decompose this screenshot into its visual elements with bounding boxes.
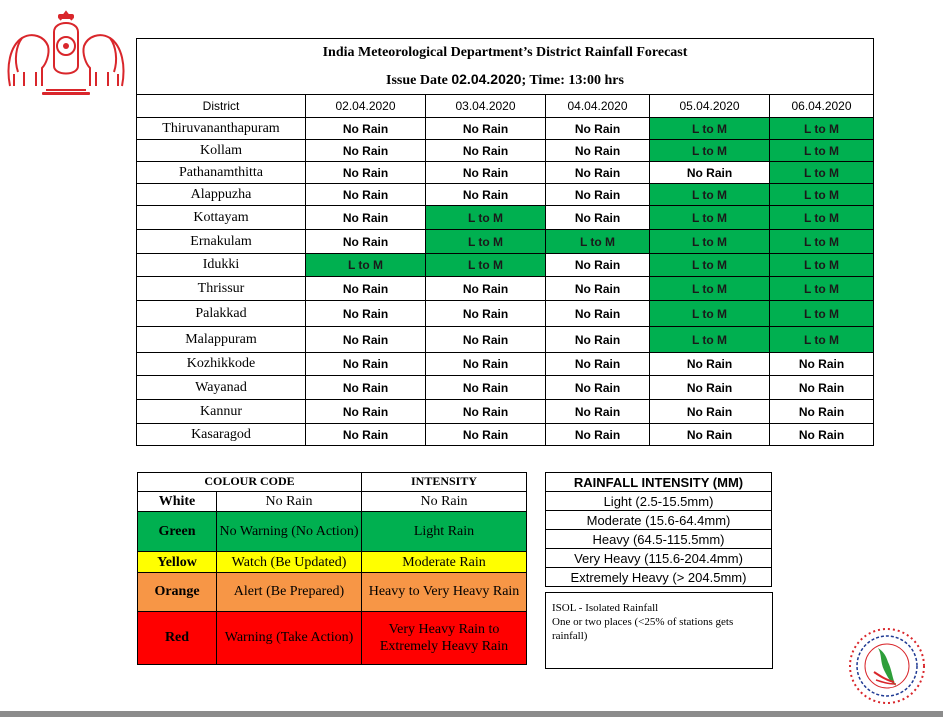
forecast-row	[137, 376, 874, 400]
forecast-cell: L to M	[306, 254, 426, 277]
forecast-cell: No Rain	[306, 301, 426, 327]
colour-meaning: Alert (Be Prepared)	[217, 573, 362, 612]
forecast-cell: No Rain	[426, 301, 546, 327]
forecast-cell: No Rain	[650, 376, 770, 400]
forecast-cell: No Rain	[650, 400, 770, 424]
forecast-cell: No Rain	[546, 353, 650, 376]
forecast-cell: No Rain	[650, 424, 770, 446]
issue-label: Issue Date	[386, 72, 448, 88]
forecast-cell: L to M	[650, 277, 770, 301]
forecast-row	[137, 424, 874, 446]
forecast-cell: L to M	[426, 254, 546, 277]
district-column-header: District	[137, 95, 306, 118]
date-column-header: 02.04.2020	[306, 95, 426, 118]
intensity-item: Very Heavy (115.6-204.4mm)	[546, 549, 772, 568]
colour-level: Green	[138, 511, 217, 552]
forecast-cell: No Rain	[426, 118, 546, 140]
forecast-title-block	[137, 39, 874, 95]
forecast-cell: No Rain	[546, 327, 650, 353]
forecast-cell: No Rain	[426, 184, 546, 206]
colour-row-red	[138, 611, 527, 664]
colour-meaning: Watch (Be Updated)	[217, 552, 362, 573]
district-name: Thiruvananthapuram	[137, 118, 306, 140]
forecast-cell: No Rain	[546, 424, 650, 446]
isol-note-line: ISOL - Isolated Rainfall	[552, 602, 659, 614]
date-column-header: 03.04.2020	[426, 95, 546, 118]
forecast-cell: No Rain	[546, 254, 650, 277]
colour-intensity: Heavy to Very Heavy Rain	[362, 573, 527, 612]
forecast-cell: L to M	[770, 230, 874, 254]
forecast-row	[137, 118, 874, 140]
forecast-cell: L to M	[650, 254, 770, 277]
forecast-cell: L to M	[770, 184, 874, 206]
forecast-cell: No Rain	[306, 424, 426, 446]
forecast-cell: No Rain	[426, 424, 546, 446]
forecast-cell: No Rain	[426, 327, 546, 353]
date-column-header: 06.04.2020	[770, 95, 874, 118]
forecast-cell: No Rain	[306, 277, 426, 301]
rainfall-intensity-title: RAINFALL INTENSITY (MM)	[546, 473, 772, 492]
isol-note-line: One or two places (<25% of stations gets rainfall)	[552, 616, 734, 642]
colour-intensity: Moderate Rain	[362, 552, 527, 573]
colour-intensity: Light Rain	[362, 511, 527, 552]
forecast-row	[137, 162, 874, 184]
district-name: Kasaragod	[137, 424, 306, 446]
colour-code-header: COLOUR CODE	[138, 473, 362, 492]
forecast-cell: No Rain	[770, 400, 874, 424]
date-column-header: 04.04.2020	[546, 95, 650, 118]
forecast-cell: L to M	[650, 118, 770, 140]
forecast-cell: No Rain	[546, 118, 650, 140]
district-name: Thrissur	[137, 277, 306, 301]
colour-meaning: No Warning (No Action)	[217, 511, 362, 552]
forecast-cell: L to M	[650, 327, 770, 353]
colour-meaning: No Rain	[217, 491, 362, 511]
forecast-row	[137, 206, 874, 230]
colour-intensity: Very Heavy Rain to Extremely Heavy Rain	[362, 611, 527, 664]
forecast-cell: No Rain	[306, 230, 426, 254]
district-name: Palakkad	[137, 301, 306, 327]
forecast-cell: No Rain	[770, 376, 874, 400]
forecast-cell: No Rain	[770, 353, 874, 376]
page-title: India Meteorological Department’s District Rainfall Forecast	[322, 44, 688, 60]
district-name: Alappuzha	[137, 184, 306, 206]
colour-code-table	[137, 472, 527, 665]
forecast-cell: L to M	[650, 140, 770, 162]
forecast-cell: No Rain	[306, 118, 426, 140]
issue-line	[137, 66, 873, 94]
district-name: Kozhikkode	[137, 353, 306, 376]
forecast-row	[137, 184, 874, 206]
forecast-table	[136, 38, 874, 446]
forecast-cell: L to M	[770, 254, 874, 277]
issue-date: 02.04.2020	[451, 70, 522, 87]
colour-row-yellow	[138, 552, 527, 573]
forecast-cell: L to M	[770, 162, 874, 184]
district-name: Pathanamthitta	[137, 162, 306, 184]
forecast-cell: No Rain	[650, 162, 770, 184]
rainfall-intensity-table	[545, 472, 772, 587]
forecast-row	[137, 140, 874, 162]
forecast-cell: L to M	[770, 140, 874, 162]
colour-level: Red	[138, 611, 217, 664]
forecast-row	[137, 301, 874, 327]
forecast-cell: L to M	[770, 301, 874, 327]
forecast-cell: No Rain	[546, 206, 650, 230]
issue-time: ; Time: 13:00 hrs	[521, 72, 624, 88]
intensity-item: Moderate (15.6-64.4mm)	[546, 511, 772, 530]
forecast-cell: L to M	[650, 184, 770, 206]
district-name: Ernakulam	[137, 230, 306, 254]
forecast-cell: No Rain	[426, 400, 546, 424]
forecast-cell: No Rain	[306, 353, 426, 376]
forecast-cell: No Rain	[650, 353, 770, 376]
forecast-cell: No Rain	[306, 206, 426, 230]
forecast-cell: No Rain	[306, 376, 426, 400]
forecast-cell: L to M	[426, 206, 546, 230]
forecast-cell: No Rain	[306, 140, 426, 162]
forecast-cell: L to M	[770, 206, 874, 230]
district-name: Malappuram	[137, 327, 306, 353]
bottom-bar	[0, 711, 943, 717]
district-name: Idukki	[137, 254, 306, 277]
forecast-cell: L to M	[770, 118, 874, 140]
forecast-row	[137, 353, 874, 376]
forecast-cell: No Rain	[426, 376, 546, 400]
forecast-cell: No Rain	[306, 327, 426, 353]
district-name: Kottayam	[137, 206, 306, 230]
colour-row-green	[138, 511, 527, 552]
forecast-cell: No Rain	[546, 162, 650, 184]
forecast-cell: L to M	[426, 230, 546, 254]
forecast-row	[137, 254, 874, 277]
colour-intensity: No Rain	[362, 491, 527, 511]
forecast-cell: L to M	[770, 327, 874, 353]
forecast-row	[137, 400, 874, 424]
forecast-cell: No Rain	[426, 277, 546, 301]
intensity-item: Extremely Heavy (> 204.5mm)	[546, 568, 772, 587]
intensity-header: INTENSITY	[362, 473, 527, 492]
forecast-cell: No Rain	[306, 400, 426, 424]
colour-row-orange	[138, 573, 527, 612]
colour-meaning: Warning (Take Action)	[217, 611, 362, 664]
colour-level: Yellow	[138, 552, 217, 573]
forecast-cell: No Rain	[426, 162, 546, 184]
colour-level: White	[138, 491, 217, 511]
district-name: Kannur	[137, 400, 306, 424]
forecast-cell: No Rain	[546, 277, 650, 301]
forecast-cell: No Rain	[306, 184, 426, 206]
date-column-header: 05.04.2020	[650, 95, 770, 118]
forecast-cell: No Rain	[546, 184, 650, 206]
intensity-item: Light (2.5-15.5mm)	[546, 492, 772, 511]
forecast-cell: No Rain	[426, 140, 546, 162]
forecast-cell: L to M	[650, 206, 770, 230]
forecast-row	[137, 230, 874, 254]
ksdma-seal-icon	[846, 626, 928, 706]
forecast-cell: No Rain	[546, 400, 650, 424]
forecast-cell: No Rain	[546, 376, 650, 400]
colour-row-white	[138, 491, 527, 511]
district-name: Wayanad	[137, 376, 306, 400]
forecast-cell: No Rain	[306, 162, 426, 184]
forecast-cell: L to M	[650, 301, 770, 327]
forecast-row	[137, 327, 874, 353]
forecast-row	[137, 277, 874, 301]
forecast-cell: No Rain	[546, 301, 650, 327]
kerala-emblem-icon	[2, 6, 130, 98]
intensity-item: Heavy (64.5-115.5mm)	[546, 530, 772, 549]
isol-note-box	[545, 592, 773, 669]
forecast-cell: L to M	[546, 230, 650, 254]
forecast-cell: No Rain	[770, 424, 874, 446]
colour-level: Orange	[138, 573, 217, 612]
forecast-header-row	[137, 95, 874, 118]
forecast-cell: No Rain	[546, 140, 650, 162]
forecast-cell: No Rain	[426, 353, 546, 376]
forecast-cell: L to M	[650, 230, 770, 254]
forecast-cell: L to M	[770, 277, 874, 301]
district-name: Kollam	[137, 140, 306, 162]
